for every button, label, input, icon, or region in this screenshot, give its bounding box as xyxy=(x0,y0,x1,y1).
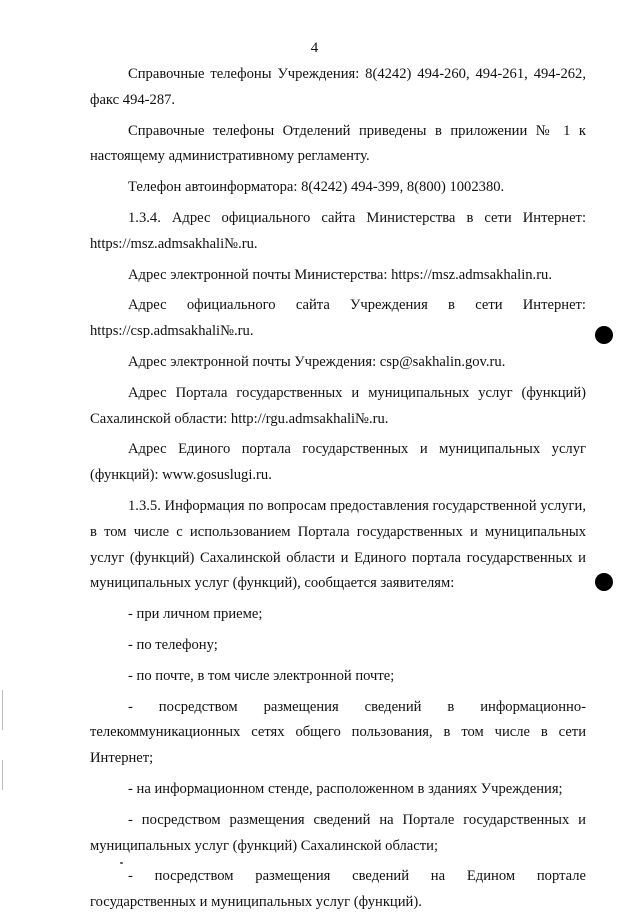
document-body xyxy=(90,62,586,916)
scan-speck xyxy=(120,862,123,864)
paragraph-institution-site: Адрес официального сайта Учреждения в сети Интернет: https://csp.admsakhali№.ru. xyxy=(90,297,586,340)
paragraph-ministry-email: Адрес электронной почты Министерства: https://msz.admsakhalin.ru. xyxy=(128,266,552,283)
punch-hole xyxy=(595,326,613,344)
list-item-phone: - по телефону; xyxy=(128,636,218,653)
list-item-networks: - посредством размещения сведений в информационно-телекоммуникационных сетях общего пользования, в том числе в сети Интернет; xyxy=(90,698,586,767)
list-item-stand: - на информационном стенде, расположенном в зданиях Учреждения; xyxy=(128,780,563,797)
page-number: 4 xyxy=(310,40,319,56)
list-item-mail: - по почте, в том числе электронной почте; xyxy=(128,667,395,684)
paragraph-institution-email: Адрес электронной почты Учреждения: csp@sakhalin.gov.ru. xyxy=(128,353,506,370)
scan-edge-mark xyxy=(2,690,3,730)
scan-edge-mark xyxy=(2,760,3,790)
paragraph-branch-phones: Справочные телефоны Отделений приведены в приложении № 1 к настоящему административному регламенту. xyxy=(90,122,586,165)
paragraph-reference-phones: Справочные телефоны Учреждения: 8(4242) 494-260, 494-261, 494-262, факс 494-287. xyxy=(90,66,586,108)
paragraph-information-channels: 1.3.5. Информация по вопросам предоставления государственной услуги, в том числе с использованием Портала государственных и муниципальных услуг (функций) Сахалинской области и Единого портала государственных и муниципальных услуг (функций), сообщается заявителям: xyxy=(90,497,586,592)
punch-hole xyxy=(595,573,613,591)
list-item-unified-portal: - посредством размещения сведений на Едином портале государственных и муниципальных услуг (функций). xyxy=(90,868,586,911)
list-item-regional-portal: - посредством размещения сведений на Портале государственных и муниципальных услуг (функций) Сахалинской области; xyxy=(90,811,586,854)
paragraph-ministry-site: 1.3.4. Адрес официального сайта Министерства в сети Интернет: https://msz.admsakhali№.ru. xyxy=(90,209,586,252)
paragraph-unified-portal: Адрес Единого портала государственных и муниципальных услуг (функций): www.gosuslugi.ru. xyxy=(90,441,586,484)
paragraph-regional-portal: Адрес Портала государственных и муниципальных услуг (функций) Сахалинской области: http://rgu.admsakhali№.ru. xyxy=(90,384,586,427)
list-item-personal: - при личном приеме; xyxy=(128,606,263,623)
paragraph-autoinformer: Телефон автоинформатора: 8(4242) 494-399, 8(800) 1002380. xyxy=(128,179,505,196)
